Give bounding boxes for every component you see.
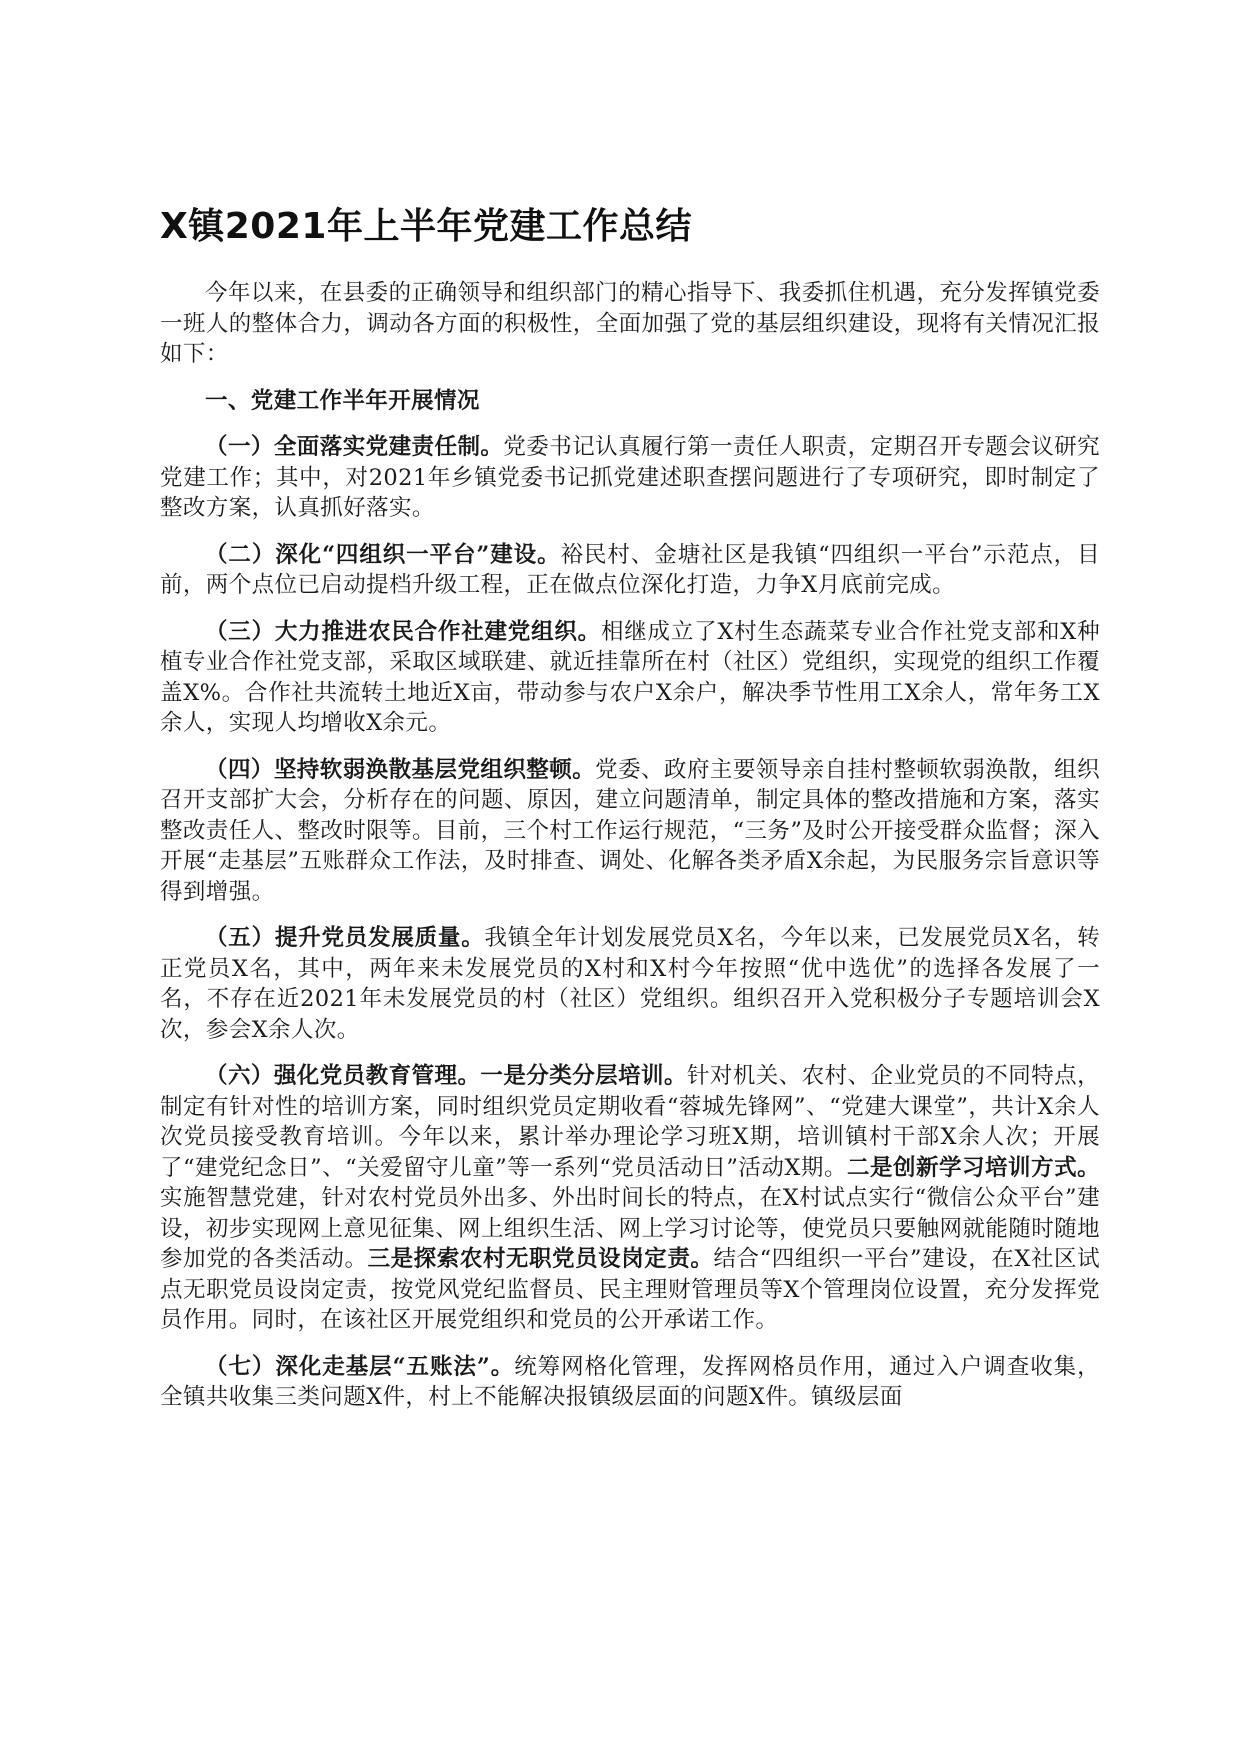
item-heading: （三）大力推进农民合作社建党组织。 [205, 618, 601, 645]
document-page [160, 200, 1100, 1429]
item-paragraph-4 [160, 755, 1100, 908]
intro-paragraph: 今年以来，在县委的正确领导和组织部门的精心指导下、我委抓住机遇，充分发挥镇党委一班人的整体合力，调动各方面的积极性，全面加强了党的基层组织建设，现将有关情况汇报如下： [160, 280, 1100, 367]
item-heading: （二）深化“四组织一平台”建设。 [205, 541, 561, 568]
item-paragraph-2 [160, 540, 1100, 601]
sub-heading-1: 一是分类分层培训。 [480, 1063, 687, 1089]
item-heading: （五）提升党员发展质量。 [205, 925, 485, 951]
item-heading: （七）深化走基层“五账法”。 [205, 1353, 515, 1380]
item-heading: （四）坚持软弱涣散基层党组织整顿。 [205, 756, 596, 783]
sub-text-1: 针对机关、农村、企业党员的不同特点，制定有针对性的培训方案，同时组织党员定期收看“蓉城先锋网”、“党建大课堂”，共计X余人次党员接受教育培训。今年以来，累计举办理论学习班X期，培训镇村干部X余人次；开展了“建党纪念日”、“关爱留守儿童”等一系列“党员活动日”活动X期。 [160, 1063, 1100, 1181]
item-text: 裕民村、金塘社区是我镇“四组织一平台”示范点，目前，两个点位已启动提档升级工程，正在做点位深化打造，力争X月底前完成。 [160, 541, 1100, 598]
item-text: 统筹网格化管理，发挥网格员作用，通过入户调查收集，全镇共收集三类问题X件，村上不能解决报镇级层面的问题X件。镇级层面 [160, 1353, 1100, 1410]
document-title: X镇2021年上半年党建工作总结 [160, 206, 692, 247]
item-text: 党委书记认真履行第一责任人职责，定期召开专题会议研究党建工作；其中，对2021年乡镇党委书记抓党建述职查摆问题进行了专项研究，即时制定了整改方案，认真抓好落实。 [160, 434, 1101, 521]
sub-text-3: 结合“四组织一平台”建设，在X社区试点无职党员设岗定责，按党风党纪监督员、民主理财管理员等X个管理岗位设置，充分发挥党员作用。同时，在该社区开展党组织和党员的公开承诺工作。 [160, 1246, 1100, 1333]
sub-text-2: 实施智慧党建，针对农村党员外出多、外出时间长的特点，在X村试点实行“微信公众平台”建设，初步实现网上意见征集、网上组织生活、网上学习讨论等，使党员只要触网就能随时随地参加党的各类活动。 [160, 1185, 1100, 1272]
item-text: 党委、政府主要领导亲自挂村整顿软弱涣散，组织召开支部扩大会，分析存在的问题、原因，建立问题清单，制定具体的整改措施和方案，落实整改责任人、整改时限等。目前，三个村工作运行规范，“三务”及时公开接受群众监督；深入开展“走基层”五账群众工作法，及时排查、调处、化解各类矛盾X余起，为民服务宗旨意识等得到增强。 [160, 756, 1100, 905]
item-paragraph-5 [160, 923, 1100, 1045]
item-heading: （六）强化党员教育管理。 [205, 1063, 481, 1089]
item-paragraph-3 [160, 617, 1100, 739]
sub-heading-3: 三是探索农村无职党员设岗定责。 [367, 1246, 714, 1272]
section-heading: 一、党建工作半年开展情况 [205, 387, 480, 414]
sub-heading-2: 二是创新学习培训方式。 [846, 1154, 1100, 1181]
item-paragraph-6 [160, 1061, 1100, 1336]
item-text: 我镇全年计划发展党员X名，今年以来，已发展党员X名，转正党员X名，其中，两年来未发展党员的X村和X村今年按照“优中选优”的选择各发展了一名，不存在近2021年未发展党员的村（社区）党组织。组织召开入党积极分子专题培训会X次，参会X余人次。 [160, 925, 1100, 1043]
item-paragraph-7 [160, 1352, 1100, 1413]
item-text: 相继成立了X村生态蔬菜专业合作社党支部和X种植专业合作社党支部，采取区域联建、就近挂靠所在村（社区）党组织，实现党的组织工作覆盖X%。合作社共流转土地近X亩，带动参与农户X余户，解决季节性用工X余人，常年务工X余人，实现人均增收X余元。 [160, 618, 1100, 736]
item-heading: （一）全面落实党建责任制。 [205, 434, 504, 460]
item-paragraph-1 [160, 432, 1100, 524]
